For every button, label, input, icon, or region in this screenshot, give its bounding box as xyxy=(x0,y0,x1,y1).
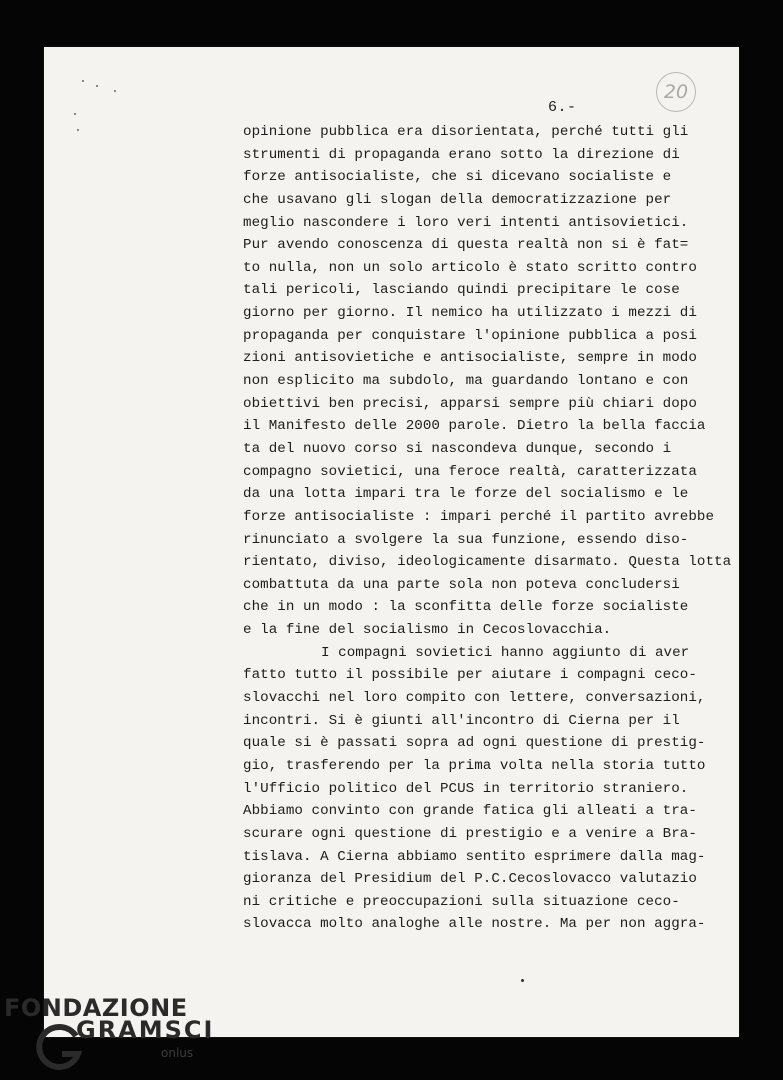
text-line: Abbiamo convinto con grande fatica gli alleati a tra- xyxy=(243,803,697,820)
text-line: to nulla, non un solo articolo è stato scritto contro xyxy=(243,259,697,276)
text-line: ni critiche e preoccupazioni sulla situazione ceco- xyxy=(243,893,680,910)
text-line: forze antisocialiste, che si dicevano socialiste e xyxy=(243,169,672,186)
text-line: da una lotta impari tra le forze del socialismo e le xyxy=(243,486,689,503)
text-line: compagno sovietici, una feroce realtà, caratterizzata xyxy=(243,463,697,480)
text-line: slovacca molto analoghe alle nostre. Ma per non aggra- xyxy=(243,916,706,933)
text-line: opinione pubblica era disorientata, perché tutti gli xyxy=(243,124,689,140)
text-line: rientato, diviso, ideologicamente disarmato. Questa lotta xyxy=(243,554,732,571)
footer-mark xyxy=(521,979,524,982)
text-line: slovacchi nel loro compito con lettere, conversazioni, xyxy=(243,690,706,707)
paper-speck xyxy=(114,90,116,92)
text-line: quale si è passati sopra ad ogni questione di prestig- xyxy=(243,735,706,752)
paper-speck xyxy=(82,80,84,82)
text-line: gioranza del Presidium del P.C.Cecoslovacco valutazio xyxy=(243,871,697,888)
watermark-line-2: GRAMSCI xyxy=(76,1016,215,1044)
text-line: incontri. Si è giunti all'incontro di Cierna per il xyxy=(243,712,680,729)
text-line: giorno per giorno. Il nemico ha utilizzato i mezzi di xyxy=(243,305,697,322)
text-line: e la fine del socialismo in Cecoslovacchia. xyxy=(243,622,612,639)
text-line: ta del nuovo corso si nascondeva dunque, secondo i xyxy=(243,440,672,457)
text-line: l'Ufficio politico del PCUS in territorio straniero. xyxy=(243,780,689,797)
body-text xyxy=(243,121,732,936)
text-line: tislava. A Cierna abbiamo sentito esprimere dalla mag- xyxy=(243,848,706,865)
text-line: strumenti di propaganda erano sotto la direzione di xyxy=(243,146,680,163)
text-line: combattuta da una parte sola non poteva concludersi xyxy=(243,576,680,593)
text-line: obiettivi ben precisi, apparsi sempre più chiari dopo xyxy=(243,395,697,412)
page-number: 6.- xyxy=(548,99,577,116)
text-line: forze antisocialiste : impari perché il partito avrebbe xyxy=(243,508,715,525)
fondazione-gramsci-watermark xyxy=(4,994,215,1074)
text-line: che in un modo : la sconfitta delle forze socialiste xyxy=(243,599,689,616)
text-line: gio, trasferendo per la prima volta nella storia tutto xyxy=(243,757,706,774)
paper-speck xyxy=(77,129,79,131)
paper-speck xyxy=(96,85,98,87)
text-line: Pur avendo conoscenza di questa realtà non si è fat= xyxy=(243,237,689,254)
text-line: rinunciato a svolgere la sua funzione, essendo diso- xyxy=(243,531,689,548)
text-line: scurare ogni questione di prestigio e a venire a Bra- xyxy=(243,825,697,842)
text-line: propaganda per conquistare l'opinione pubblica a posi xyxy=(243,327,697,344)
archive-number-stamp: 20 xyxy=(656,72,696,112)
text-line: il Manifesto delle 2000 parole. Dietro la bella faccia xyxy=(243,418,706,435)
watermark-line-1: FONDAZIONE xyxy=(4,994,188,1022)
text-line: fatto tutto il possibile per aiutare i compagni ceco- xyxy=(243,667,697,684)
text-line: tali pericoli, lasciando quindi precipitare le cose xyxy=(243,282,680,299)
text-line: I compagni sovietici hanno aggiunto di aver xyxy=(321,644,690,661)
text-line: meglio nascondere i loro veri intenti antisovietici. xyxy=(243,214,689,231)
text-line: non esplicito ma subdolo, ma guardando lontano e con xyxy=(243,373,689,390)
paper-speck xyxy=(74,113,76,115)
text-line: che usavano gli slogan della democratizzazione per xyxy=(243,191,672,208)
watermark-line-3: onlus xyxy=(161,1046,194,1060)
text-line: zioni antisovietiche e antisocialiste, sempre in modo xyxy=(243,350,697,367)
